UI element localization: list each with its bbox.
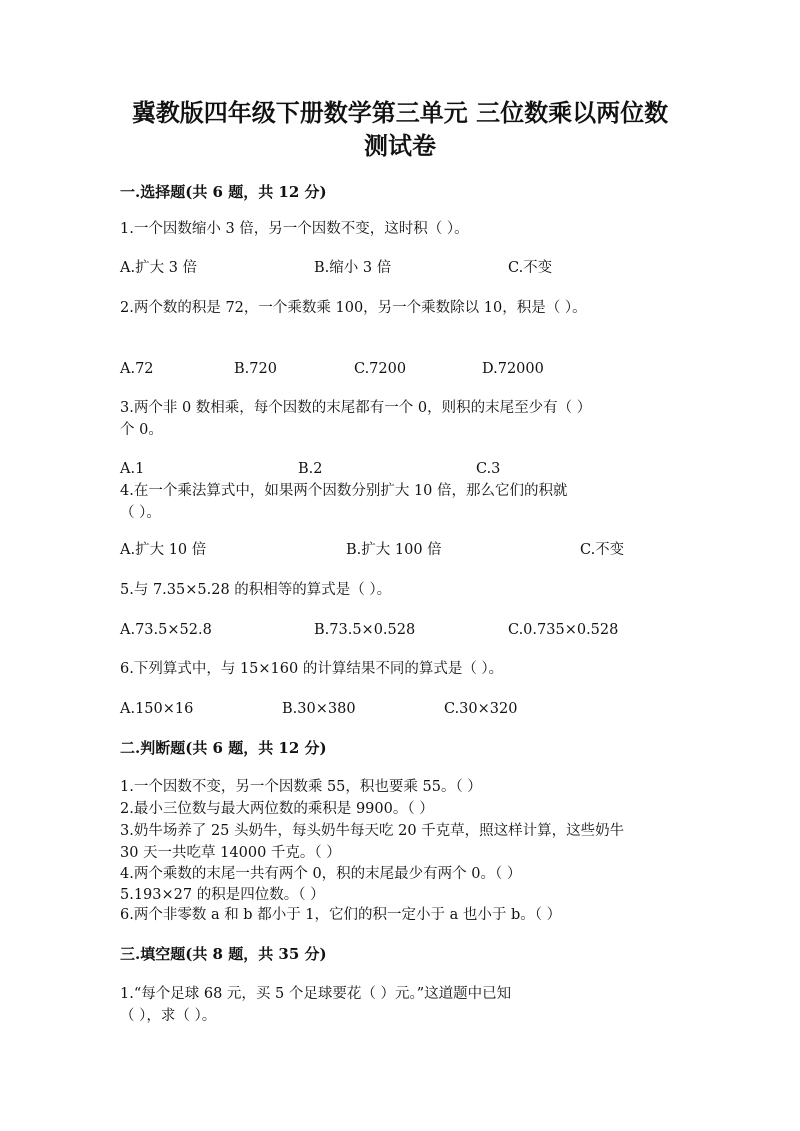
judgement-item-2: 2.最小三位数与最大两位数的乘积是 9900。（ ） xyxy=(120,801,434,817)
section-heading-fill-in: 三.填空题(共 8 题，共 35 分) xyxy=(120,945,327,963)
section-heading-judgement: 二.判断题(共 6 题，共 12 分) xyxy=(120,739,327,757)
question-5-option-c: C.0.735×0.528 xyxy=(508,622,619,638)
question-5-option-b: B.73.5×0.528 xyxy=(314,622,416,638)
judgement-item-6: 6.两个非零数 a 和 b 都小于 1，它们的积一定小于 a 也小于 b。（ ） xyxy=(120,907,562,923)
judgement-item-3: 3.奶牛场养了 25 头奶牛，每头奶牛每天吃 20 千克草，照这样计算，这些奶牛 xyxy=(120,823,625,839)
question-1-option-b: B.缩小 3 倍 xyxy=(314,260,392,276)
question-5-stem: 5.与 7.35×5.28 的积相等的算式是（ ）。 xyxy=(120,582,392,598)
question-6-option-a: A.150×16 xyxy=(120,701,194,717)
question-5-option-a: A.73.5×52.8 xyxy=(120,622,212,638)
page-title-line-1: 冀教版四年级下册数学第三单元 三位数乘以两位数 xyxy=(131,98,669,127)
judgement-item-1: 1.一个因数不变，另一个因数乘 55，积也要乘 55。（ ） xyxy=(120,779,482,795)
question-3-option-b: B.2 xyxy=(298,461,323,477)
question-1-option-c: C.不变 xyxy=(508,260,553,276)
question-4-option-b: B.扩大 100 倍 xyxy=(346,542,442,558)
question-4-stem: 4.在一个乘法算式中，如果两个因数分别扩大 10 倍，那么它们的积就 xyxy=(120,483,568,499)
judgement-item-4: 4.两个乘数的末尾一共有两个 0，积的末尾最少有两个 0。（ ） xyxy=(120,866,522,882)
question-2-option-a: A.72 xyxy=(120,361,154,377)
question-3-stem: 3.两个非 0 数相乘，每个因数的末尾都有一个 0，则积的末尾至少有（ ） xyxy=(120,400,592,416)
question-4-option-c: C.不变 xyxy=(580,542,625,558)
question-2-option-d: D.72000 xyxy=(482,361,544,377)
question-6-option-b: B.30×380 xyxy=(282,701,356,717)
question-6-option-c: C.30×320 xyxy=(444,701,518,717)
question-3-option-c: C.3 xyxy=(476,461,501,477)
question-2-stem: 2.两个数的积是 72，一个乘数乘 100，另一个乘数除以 10，积是（ ）。 xyxy=(120,300,587,316)
question-3-stem-cont: 个 0。 xyxy=(120,422,163,438)
question-4-stem-cont: （ ）。 xyxy=(120,505,161,521)
section-heading-choice: 一.选择题(共 6 题，共 12 分) xyxy=(120,183,327,201)
question-1-option-a: A.扩大 3 倍 xyxy=(120,260,198,276)
judgement-item-5: 5.193×27 的积是四位数。（ ） xyxy=(120,887,325,903)
question-3-option-a: A.1 xyxy=(120,461,145,477)
question-6-stem: 6.下列算式中，与 15×160 的计算结果不同的算式是（ ）。 xyxy=(120,661,504,677)
question-4-option-a: A.扩大 10 倍 xyxy=(120,542,207,558)
question-2-option-c: C.7200 xyxy=(354,361,407,377)
question-1-stem: 1.一个因数缩小 3 倍，另一个因数不变，这时积（ ）。 xyxy=(120,221,469,237)
judgement-item-3-cont: 30 天一共吃草 14000 千克。（ ） xyxy=(120,845,341,861)
page-title-line-2: 测试卷 xyxy=(364,131,436,160)
question-2-option-b: B.720 xyxy=(234,361,277,377)
fill-item-1-cont: （ ），求（ ）。 xyxy=(120,1008,217,1024)
fill-item-1: 1.“每个足球 68 元，买 5 个足球要花（ ）元。”这道题中已知 xyxy=(120,986,512,1002)
